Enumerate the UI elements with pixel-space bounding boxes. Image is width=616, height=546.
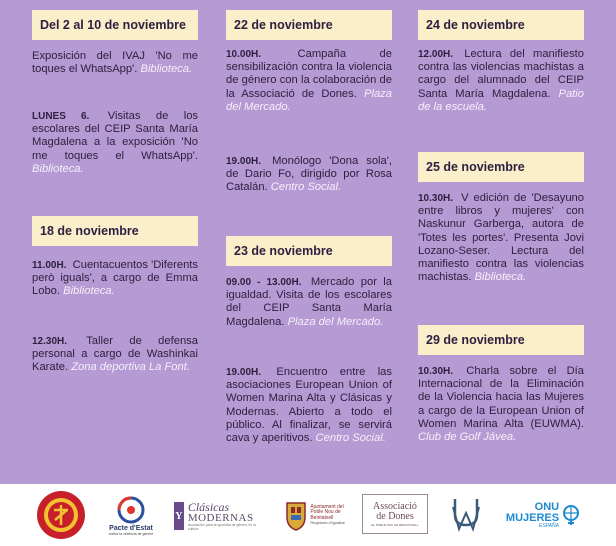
event-time: 10.00H. <box>226 49 262 60</box>
pacto-heart-icon <box>114 495 148 525</box>
event-lectura <box>418 48 584 114</box>
event-exposicion <box>32 50 198 76</box>
clasicas-y-icon: Y <box>174 502 184 530</box>
date-header-24-nov: 24 de noviembre <box>418 10 584 40</box>
event-time: 10.30H. <box>418 193 454 204</box>
event-time: 12.00H. <box>418 49 454 60</box>
event-description: Charla sobre el Día Internacional de la Eliminación de la Violencia hacia las Mujeres a cargo de la European Union of Women Marina Alta (EUWMA). <box>418 365 585 430</box>
event-time: 12.30H. <box>32 336 68 347</box>
ajuntament-label-1: Ajuntament del <box>310 504 344 511</box>
karate-club-logo <box>36 490 86 540</box>
event-place: Plaza del Mercado. <box>287 315 384 328</box>
event-description: Visitas de los escolares del CEIP Santa María Magdalena a la exposición 'No me toques el WhatsApp'. <box>32 110 199 162</box>
event-place: Plaza del Mercado. <box>226 87 393 113</box>
pacto-estado-logo <box>96 488 166 542</box>
event-description: Campaña de sensibilización contra la violencia de género con la colaboración de la Associació de Dones. <box>226 48 393 100</box>
event-description: Cuentacuentos 'Diferents però iguals', a cargo de Emma Lobo. <box>32 259 198 298</box>
clasicas-sublabel: Asociación para la igualdad de género en la cultura <box>187 523 256 531</box>
pacto-label: Pacte d'Estat <box>109 524 153 532</box>
un-emblem-icon <box>562 504 580 526</box>
clasicas-label-1: Clásicas <box>187 500 230 514</box>
event-mercado <box>226 276 392 329</box>
event-monologo <box>226 155 392 195</box>
dones-label-2: de Dones <box>376 510 414 522</box>
event-place: Centro Social. <box>315 432 386 445</box>
event-cuentacuentos <box>32 259 198 299</box>
event-description: V edición de 'Desayuno entre libros y mujeres' con Naskunur Garberga, autora de 'Totes les portes'. Presenta Jovi Lozano-Seser. Lectura del manifiesto contra las violencias machistas. <box>418 192 585 284</box>
ajuntament-label-2: Poble Nou de <box>310 509 341 516</box>
event-place: Zona deportiva La Font. <box>71 361 190 374</box>
event-description: Encuentro entre las asociaciones European Union of Women Marina Alta y Clásicas y Modernas. Abierto a todo el público. Al finalizar, se servirá cava y aperitivos. <box>226 366 392 445</box>
ajuntament-label-4: Regidoria d'Igualtat <box>310 519 345 525</box>
event-description: Exposición del IVAJ 'No me toques el WhatsApp'. <box>32 50 198 76</box>
event-desayuno <box>418 192 584 284</box>
event-description: Lectura del manifiesto contra las violencias machistas a cargo del alumnado del CEIP Santa María Magdalena. <box>418 48 585 100</box>
event-place: Biblioteca. <box>474 271 527 284</box>
event-description: Taller de defensa personal a cargo de Washinkai Karate. <box>32 335 198 374</box>
date-header-22-nov: 22 de noviembre <box>226 10 392 40</box>
event-place: Centro Social. <box>270 181 342 194</box>
event-description: Monólogo 'Dona sola', de Dario Fo, dirigido por Rosa Catalán. <box>226 155 392 194</box>
euw-monogram-icon <box>449 495 483 535</box>
ajuntament-logo <box>280 492 350 538</box>
event-encuentro <box>226 366 392 445</box>
date-header-18-nov: 18 de noviembre <box>32 216 198 246</box>
clasicas-label-2: MODERNAS <box>187 512 254 524</box>
event-taller <box>32 335 198 375</box>
date-header-2-10-nov: Del 2 al 10 de noviembre <box>32 10 198 40</box>
ajuntament-label-3: Benitatxell <box>310 514 334 521</box>
associacio-dones-logo <box>362 494 428 534</box>
event-time: LUNES 6. <box>32 111 90 122</box>
date-header-23-nov: 23 de noviembre <box>226 236 392 266</box>
event-time: 19.00H. <box>226 367 262 378</box>
event-time: 19.00H. <box>226 156 262 167</box>
event-place: Biblioteca. <box>63 285 115 298</box>
date-header-25-nov: 25 de noviembre <box>418 152 584 182</box>
dones-sublabel: EL POBLE NOU DE BENITATXELL <box>371 522 419 527</box>
event-time: 09.00 - 13.00H. <box>226 277 302 288</box>
dones-label-1: Associació <box>373 500 417 512</box>
event-time: 10.30H. <box>418 366 454 377</box>
sponsor-footer <box>0 484 616 546</box>
event-place: Biblioteca. <box>140 63 193 76</box>
town-shield-icon <box>285 499 307 531</box>
event-charla <box>418 365 584 444</box>
onu-mujeres-logo <box>498 494 588 536</box>
clasicas-modernas-logo <box>174 496 266 536</box>
onu-label-3: ESPAÑA <box>539 522 560 529</box>
pacto-sublabel: contra la violència de gènere <box>108 531 154 536</box>
euw-logo <box>446 492 486 538</box>
event-place: Biblioteca. <box>32 162 84 175</box>
event-time: 11.00H. <box>32 260 67 271</box>
event-visitas <box>32 110 198 176</box>
onu-label-2: MUJERES <box>505 511 560 524</box>
event-campana <box>226 48 392 114</box>
event-place: Club de Golf Jávea. <box>418 431 517 444</box>
event-description: Mercado por la igualdad. Visita de los escolares del CEIP Santa María Magdalena. <box>226 276 392 328</box>
date-header-29-nov: 29 de noviembre <box>418 325 584 355</box>
onu-label-1: ONU <box>534 500 560 513</box>
event-place: Patio de la escuela. <box>418 87 584 113</box>
